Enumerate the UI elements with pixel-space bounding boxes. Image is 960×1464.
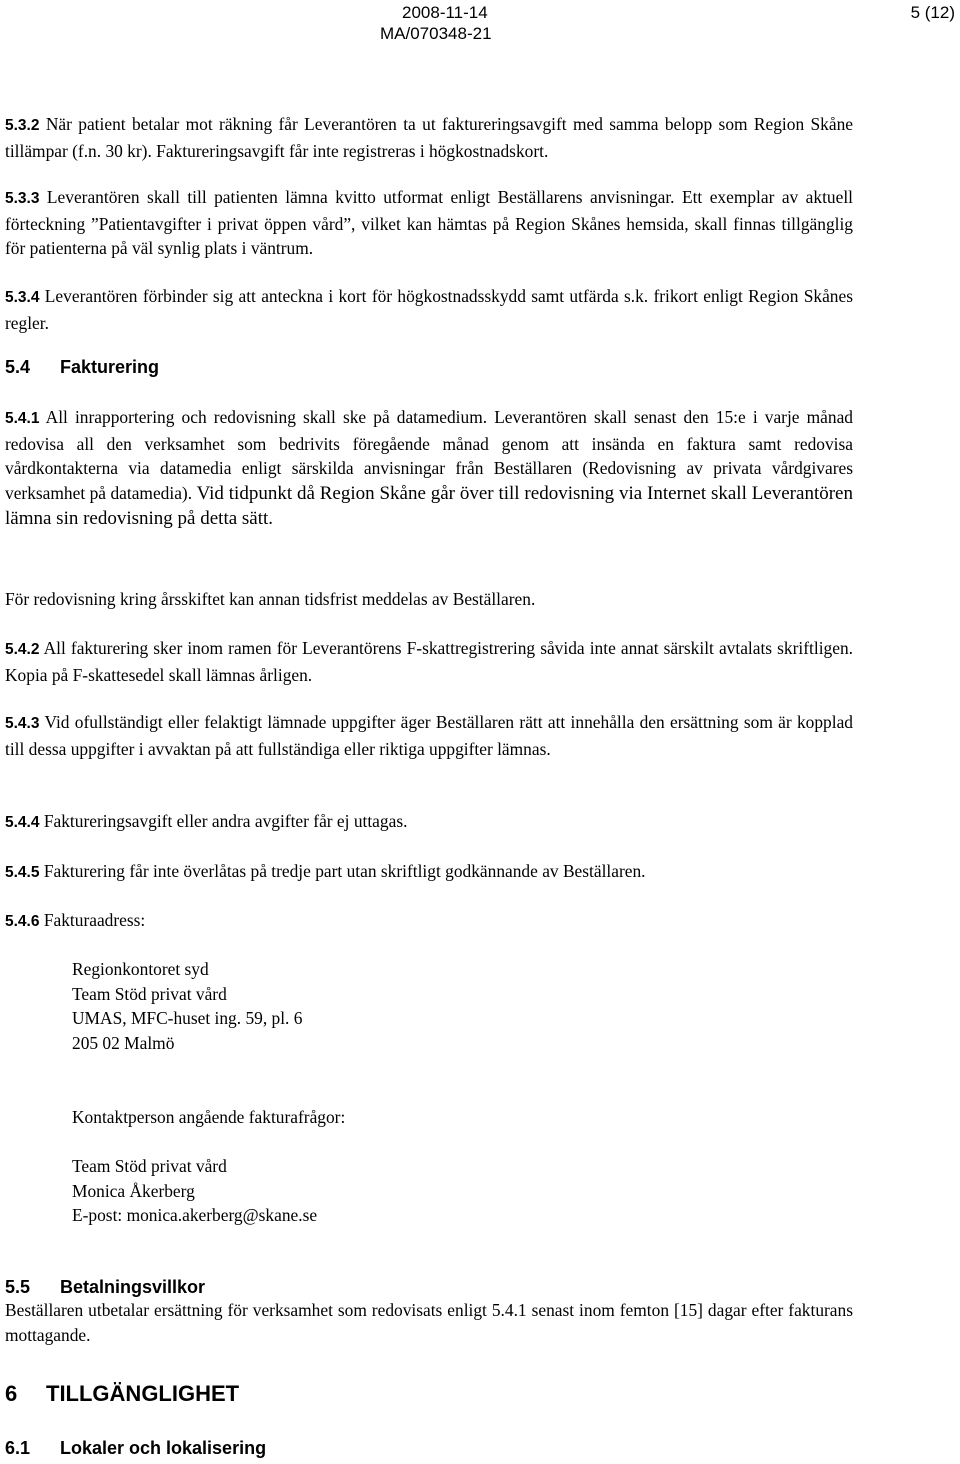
paragraph-text: Beställaren utbetalar ersättning för verksamhet som redovisats enligt 5.4.1 senast inom femton [15] dagar efter fakturans mottagande. [5, 1300, 853, 1345]
heading-title: TILLGÄNGLIGHET [46, 1381, 240, 1406]
contact-line: Team Stöd privat vård [72, 1156, 227, 1176]
paragraph-5-3-2 [5, 112, 853, 163]
section-number: 5.4.5 [5, 864, 40, 881]
address-line: UMAS, MFC-huset ing. 59, pl. 6 [72, 1008, 303, 1028]
heading-number: 5.5 [5, 1277, 31, 1297]
page-number: 5 (12) [910, 3, 955, 22]
address-line: 205 02 Malmö [72, 1032, 175, 1053]
heading-title: Fakturering [60, 357, 160, 377]
header-date: 2008-11-14 [402, 3, 488, 22]
paragraph-text: Fakturaadress: [39, 910, 146, 930]
heading-number: 6 [5, 1381, 18, 1406]
paragraph-text: Leverantören skall till patienten lämna kvitto utformat enligt Beställarens anvisningar. Ett exemplar av aktuell förteckning ”Patientavgifter i privat öppen vård”, vilket kan hämtas på Region Skånes hemsida, skall finnas tillgänglig för patienterna på väl synlig plats i väntrum. [5, 187, 853, 258]
paragraph-5-4-5 [5, 859, 853, 886]
section-number: 5.4.2 [5, 641, 40, 658]
section-number: 5.4.1 [5, 410, 40, 427]
paragraph-5-4-4 [5, 809, 853, 836]
section-heading-6 [5, 1381, 239, 1407]
paragraph-text: Leverantören förbinder sig att anteckna i kort för högkostnadsskydd samt utfärda s.k. frikort enligt Region Skånes regler. [5, 286, 853, 333]
section-heading-5-4 [5, 356, 159, 378]
invoice-address [72, 957, 302, 1055]
heading-number: 5.4 [5, 357, 31, 377]
paragraph-arsskifte [5, 587, 853, 612]
section-heading-5-5 [5, 1276, 205, 1298]
heading-title: Lokaler och lokalisering [60, 1438, 267, 1458]
paragraph-5-4-2 [5, 636, 853, 687]
heading-number: 6.1 [5, 1438, 31, 1458]
paragraph-5-3-4 [5, 284, 853, 335]
section-number: 5.3.3 [5, 190, 40, 207]
paragraph-text: För redovisning kring årsskiftet kan annan tidsfrist meddelas av Beställaren. [5, 589, 536, 609]
paragraph-text: All fakturering sker inom ramen för Leverantörens F-skattregistrering såvida inte annat särskilt avtalats skriftligen. Kopia på F-skattesedel skall lämnas årligen. [5, 638, 853, 685]
paragraph-text: Vid ofullständigt eller felaktigt lämnade uppgifter äger Beställaren rätt att innehålla den ersättning som är kopplad till dessa uppgifter i avvaktan på att fullständiga eller riktiga uppgifter lämnas. [5, 712, 853, 759]
paragraph-5-4-1 [5, 405, 853, 532]
paragraph-text-large: Vid tidpunkt då Region Skåne går över till redovisning via Internet skall Leverantören lämna sin redovisning på detta sätt. [5, 482, 853, 529]
paragraph-5-5 [5, 1298, 853, 1347]
contact-line: Monica Åkerberg [72, 1180, 195, 1201]
section-number: 5.3.4 [5, 289, 40, 306]
paragraph-text: Faktureringsavgift eller andra avgifter får ej uttagas. [39, 811, 408, 831]
contact-email: E-post: monica.akerberg@skane.se [72, 1205, 318, 1225]
section-number: 5.4.4 [5, 814, 40, 831]
header-reference: MA/070348-21 [380, 24, 492, 43]
section-number: 5.4.3 [5, 715, 40, 732]
paragraph-text: Fakturering får inte överlåtas på tredje part utan skriftligt godkännande av Beställaren. [39, 861, 646, 881]
section-number: 5.4.6 [5, 913, 40, 930]
paragraph-text: All inrapportering och redovisning skall ske på datamedium. Leverantören skall senast den 15:e i varje månad redovisa all den verksamhet som bedrivits föregående månad genom att insända en faktura samt redovisa vårdkontakterna via datamedia enligt särskilda anvisningar från Beställaren (Redovisning av privata vårdgivares verksamhet på datamedia). [5, 407, 853, 503]
address-line: Team Stöd privat vård [72, 983, 227, 1004]
paragraph-text: När patient betalar mot räkning får Leverantören ta ut faktureringsavgift med samma belopp som Region Skåne tillämpar (f.n. 30 kr). Faktureringsavgift får inte registreras i högkostnadskort. [5, 114, 853, 161]
section-heading-6-1 [5, 1437, 266, 1459]
address-line: Regionkontoret syd [72, 959, 209, 979]
paragraph-5-3-3 [5, 185, 853, 261]
heading-title: Betalningsvillkor [60, 1277, 206, 1297]
paragraph-5-4-3 [5, 710, 853, 761]
contact-heading: Kontaktperson angående fakturafrågor: [72, 1107, 346, 1127]
contact-block [72, 1154, 317, 1228]
section-number: 5.3.2 [5, 117, 40, 134]
paragraph-5-4-6 [5, 908, 853, 935]
